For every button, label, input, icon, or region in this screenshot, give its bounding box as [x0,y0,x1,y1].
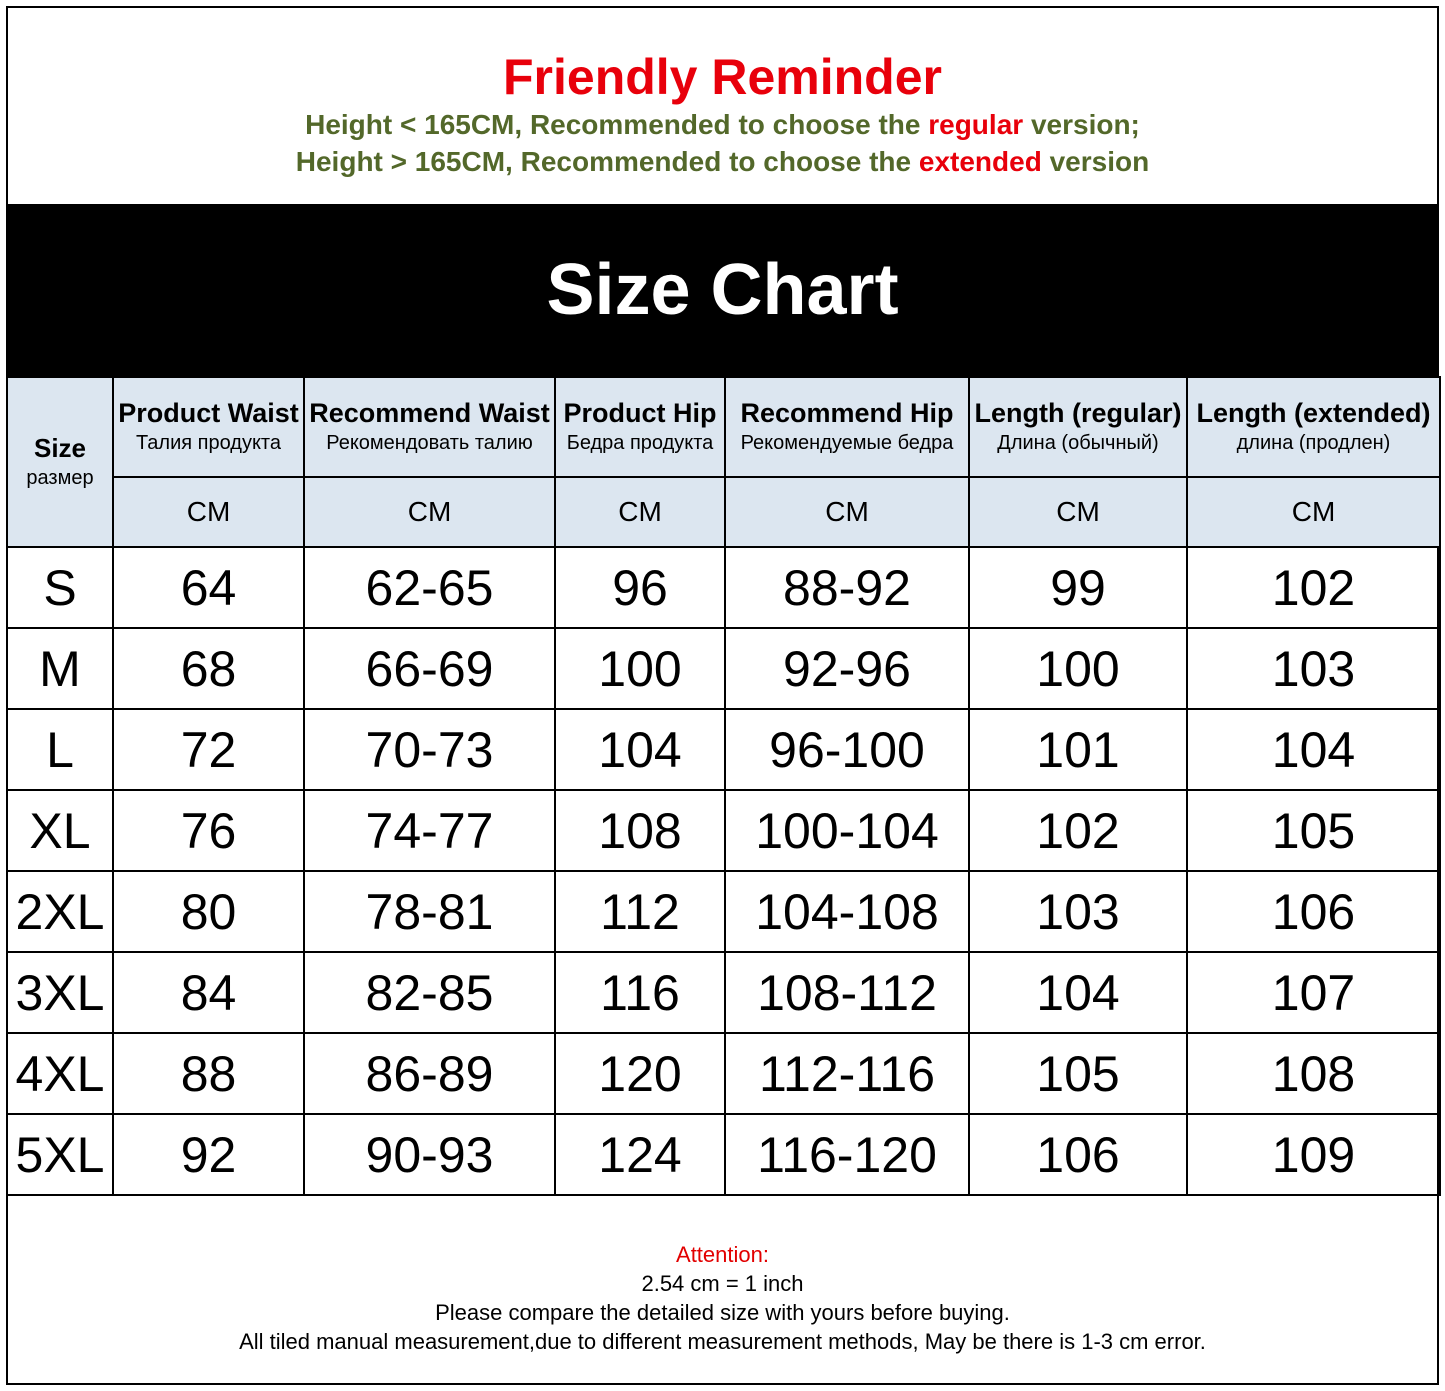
table-cell: 72 [113,709,304,790]
size-table [6,376,1441,1196]
table-cell: 84 [113,952,304,1033]
header-length-extended [1187,377,1440,477]
size-label-cell: XL [7,790,113,871]
header-recommend-waist [304,377,555,477]
size-label-cell: L [7,709,113,790]
table-cell: 64 [113,547,304,628]
reminder-line-extended-end: version [1041,146,1150,177]
header-en: Recommend Waist [309,398,550,428]
attention-notes [8,1240,1437,1356]
size-label-cell: 4XL [7,1033,113,1114]
measurement-error-note: All tiled manual measurement,due to different measurement methods, May be there is 1-3 cm error. [239,1329,1206,1354]
table-cell: 96 [555,547,725,628]
size-label-cell: M [7,628,113,709]
table-cell: 88-92 [725,547,969,628]
table-row [7,1033,1440,1114]
table-cell: 116 [555,952,725,1033]
unit-cell: CM [1187,477,1440,547]
table-cell: 100 [555,628,725,709]
table-cell: 106 [969,1114,1187,1195]
table-cell: 116-120 [725,1114,969,1195]
table-row [7,709,1440,790]
table-cell: 108-112 [725,952,969,1033]
table-cell: 103 [969,871,1187,952]
table-cell: 92-96 [725,628,969,709]
reminder-regular-highlight: regular [928,109,1024,140]
table-row [7,871,1440,952]
table-cell: 102 [1187,547,1440,628]
table-row [7,1114,1440,1195]
reminder-title: Friendly Reminder [503,49,942,105]
table-row [7,547,1440,628]
table-cell: 99 [969,547,1187,628]
table-cell: 120 [555,1033,725,1114]
table-cell: 82-85 [304,952,555,1033]
table-cell: 100 [969,628,1187,709]
size-rows [7,547,1440,1195]
table-cell: 108 [555,790,725,871]
table-cell: 96-100 [725,709,969,790]
header-ru: Талия продукта [135,432,281,454]
table-cell: 68 [113,628,304,709]
reminder-line-regular-text: Height < 165CM, Recommended to choose the [305,109,929,140]
header-ru: Рекомендуемые бедра [740,432,954,454]
table-cell: 74-77 [304,790,555,871]
reminder-extended-highlight: extended [918,146,1042,177]
unit-row [7,477,1440,547]
size-chart-card [6,6,1439,1385]
unit-cell: CM [113,477,304,547]
table-cell: 76 [113,790,304,871]
header-en: Product Waist [118,398,299,428]
table-cell: 62-65 [304,547,555,628]
table-cell: 104 [969,952,1187,1033]
compare-note: Please compare the detailed size with yours before buying. [435,1300,1010,1325]
size-header-cell [7,377,113,547]
size-label-cell: S [7,547,113,628]
header-row [7,377,1440,477]
size-label-cell: 5XL [7,1114,113,1195]
table-cell: 70-73 [304,709,555,790]
table-cell: 66-69 [304,628,555,709]
table-cell: 105 [1187,790,1440,871]
reminder-line-regular [8,106,1437,143]
table-cell: 105 [969,1033,1187,1114]
header-ru: Бедра продукта [566,432,714,454]
reminder-line-extended-text: Height > 165CM, Recommended to choose the [295,146,919,177]
header-product-hip [555,377,725,477]
table-cell: 108 [1187,1033,1440,1114]
table-cell: 88 [113,1033,304,1114]
table-cell: 109 [1187,1114,1440,1195]
table-cell: 102 [969,790,1187,871]
size-label-cell: 2XL [7,871,113,952]
size-header-en: Size [33,433,87,463]
header-ru: Рекомендовать талию [326,432,533,454]
table-cell: 90-93 [304,1114,555,1195]
size-chart-banner [8,204,1437,376]
unit-cell: CM [969,477,1187,547]
header-en: Recommend Hip [740,398,954,428]
reminder-line-regular-end: version; [1023,109,1140,140]
unit-cell: CM [555,477,725,547]
attention-label: Attention: [676,1242,769,1267]
unit-cell: CM [725,477,969,547]
table-cell: 112-116 [725,1033,969,1114]
table-cell: 107 [1187,952,1440,1033]
table-row [7,952,1440,1033]
size-label-cell: 3XL [7,952,113,1033]
header-length-regular [969,377,1187,477]
table-cell: 112 [555,871,725,952]
table-cell: 100-104 [725,790,969,871]
table-cell: 101 [969,709,1187,790]
table-cell: 78-81 [304,871,555,952]
conversion-note: 2.54 cm = 1 inch [641,1271,804,1296]
table-cell: 80 [113,871,304,952]
header-en: Length (regular) [974,398,1182,428]
table-cell: 106 [1187,871,1440,952]
unit-cell: CM [304,477,555,547]
header-ru: длина (продлен) [1236,432,1391,454]
table-cell: 92 [113,1114,304,1195]
header-ru: Длина (обычный) [997,432,1159,454]
header-en: Product Hip [563,398,717,428]
table-cell: 104 [1187,709,1440,790]
banner-title: Size Chart [546,250,899,330]
size-header-ru: размер [26,467,94,489]
header-recommend-hip [725,377,969,477]
table-cell: 104-108 [725,871,969,952]
header-en: Length (extended) [1196,398,1431,428]
reminder-line-extended [8,143,1437,180]
friendly-reminder [8,48,1437,180]
table-row [7,790,1440,871]
table-cell: 124 [555,1114,725,1195]
table-cell: 86-89 [304,1033,555,1114]
table-cell: 103 [1187,628,1440,709]
header-product-waist [113,377,304,477]
table-cell: 104 [555,709,725,790]
table-row [7,628,1440,709]
